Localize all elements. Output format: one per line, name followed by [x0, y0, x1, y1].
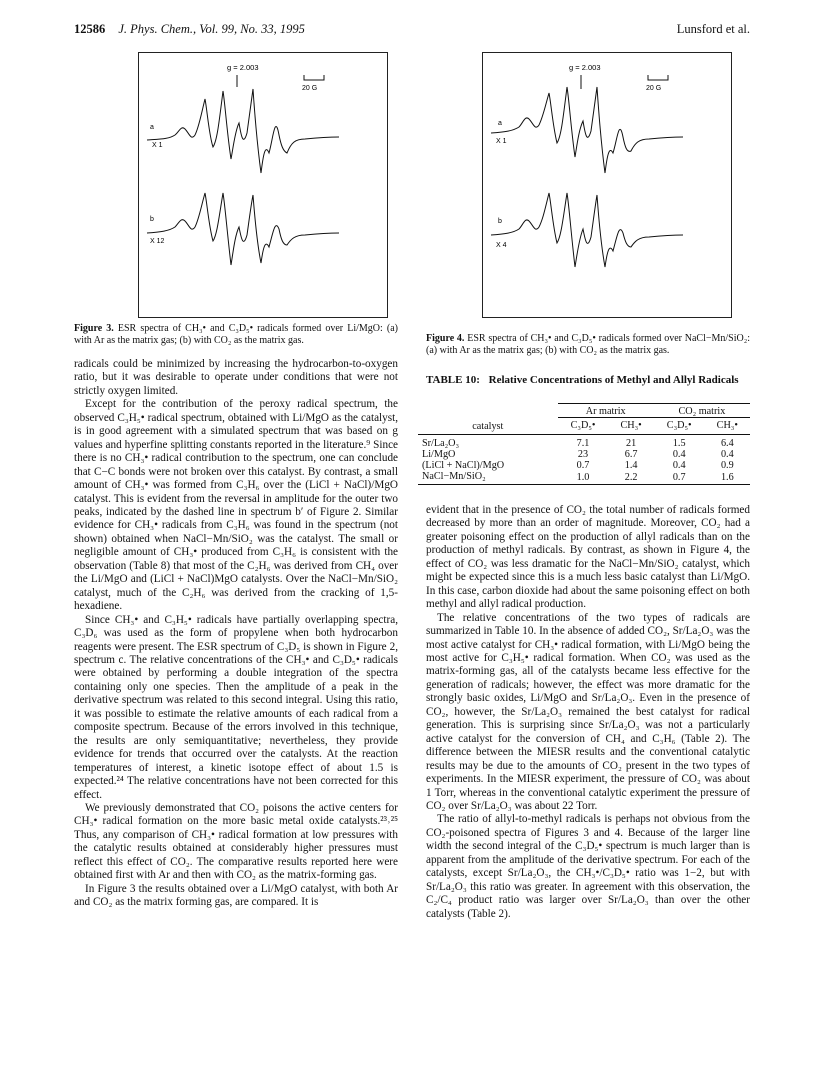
table-10-row [418, 460, 750, 471]
left-column-text [74, 358, 398, 910]
running-header [74, 22, 750, 38]
table-10-catalyst: NaCl−Mn/SiO₂ [418, 471, 558, 485]
table-10-cell: 1.4 [624, 459, 638, 471]
table-10-row [418, 434, 750, 449]
table-10-cell: 1.0 [558, 471, 609, 485]
figure-3-esr-spectra [139, 53, 387, 317]
fig3-scale-bar [304, 75, 324, 80]
paragraph: evident that in the presence of CO₂ the total number of radicals formed decreased by more than an order of magnitude. Moreover, CO₂ had a greater poisoning effect on the production of allyl radicals than on the production of methyl radicals. By contrast, as shown in Figure 4, the effect of CO₂ was less dramatic for the NaCl−Mn/SiO₂ catalyst, which might be expected since this is a much less basic catalyst than Li/MgO. In this case, carbon dioxide had about the same poisoning effect on both methyl and allyl radical production. [426, 504, 750, 611]
right-column-text [426, 504, 750, 921]
table-10-cell: 6.7 [624, 448, 638, 460]
fig4-trace-a [491, 87, 683, 173]
paragraph: In Figure 3 the results obtained over a Li/MgO catalyst, with both Ar and CO₂ as the matrix forming gas, are compared. It is [74, 882, 398, 909]
table-10-label: TABLE 10: [426, 374, 480, 386]
figure-3-caption-label: Figure 3. [74, 323, 114, 334]
table-10-title [426, 374, 750, 387]
paragraph: Except for the contribution of the peroxy radical spectrum, the observed C₃H₅• radical spectrum, obtained with Li/MgO as the catalyst, is in good agreement with a simulated spectrum that was based on g values and hyperfine splitting constants reported in the literature.⁹ Since there is no CH₃• radical contribution to the spectrum, one can conclude that C−C bonds were not broken over this catalyst. By contrast, a small amount of CH₃• was formed from C₃H₆ over the (LiCl + NaCl)/MgO catalyst. This is evident from the reversal in amplitude for the outer two peaks, indicated by the dashed line in spectrum b′ of Figure 2. Similar evidence for CH₃• radicals from C₃H₆ was found in the spectrum (not shown) obtained when NaCl−Mn/SiO₂ was the catalyst. The small or negligible amount of CH₃• produced from C₃H₆ is consistent with the observation (Table 8) that most of the C₂H₆ was derived from CH₄ over the Li/MgO and (LiCl + NaCl)MgO catalysts. Over the NaCl−Mn/SiO₂ catalyst, much of the C₂H₆ was derived from the cracking of 1,5-hexadiene. [74, 398, 398, 613]
fig4-scale-label: 20 G [646, 85, 662, 92]
figure-4-esr-spectra [483, 53, 731, 317]
fig3-trace-a-label: a [150, 124, 154, 131]
figure-4-caption-text: ESR spectra of CH₃• and C₃D₅• radicals formed over NaCl−Mn/SiO₂: (a) with Ar as the matrix gas; (b) with CO₂ as the matrix gas. [426, 333, 750, 356]
table-10-col-co2-ch3: CH₃• [705, 418, 750, 435]
table-10-row [418, 471, 750, 485]
table-10-col-catalyst: catalyst [418, 418, 558, 435]
paragraph: radicals could be minimized by increasing the hydrocarbon-to-oxygen ratio, but it was desirable to operate under conditions that were not strictly oxygen limited. [74, 358, 398, 397]
table-10-cell: 0.4 [672, 459, 686, 471]
table-10-group-ar: Ar matrix [558, 404, 654, 418]
fig3-trace-b-mult: X 12 [150, 238, 165, 245]
table-10-title-text: Relative Concentrations of Methyl and Allyl Radicals [488, 374, 739, 386]
fig4-trace-a-mult: X 1 [496, 138, 507, 145]
table-10-header-row [418, 418, 750, 435]
table-10-cell: 0.7 [576, 459, 590, 471]
table-10-cell: 1.6 [705, 471, 750, 485]
table-10-col-co2-c3d5: C₃D₅• [654, 418, 705, 435]
paragraph: We previously demonstrated that CO₂ poisons the active centers for CH₃• radical formation on the more basic metal oxide catalysts.²³˒²⁵ Thus, any comparison of CH₃• radical formation at low pressures with the catalytic results obtained at considerably higher pressures must reflect this effect of CO₂. The comparative results reported here were obtained first with Ar and then with CO₂ as the matrix-forming gas. [74, 801, 398, 882]
fig4-trace-a-label: a [498, 120, 502, 127]
table-10-catalyst: Li/MgO [422, 448, 456, 460]
table-10-cell: 2.2 [608, 471, 653, 485]
page-number: 12586 [74, 22, 106, 36]
paragraph: The relative concentrations of the two types of radicals are summarized in Table 10. In the absence of added CO₂, Sr/La₂O₃ was the most active catalyst for CH₃• radical formation, with Li/MgO being the most active for C₃H₅• radical formation. When CO₂ was used as the matrix-forming gas, all of the catalysts became less effective for the generation of radicals; however, the effect was more dramatic for the strongly basic oxides, Li/MgO and Sr/La₂O₃. Even in the presence of CO₂, however, the Sr/La₂O₃ remained the best catalyst for radical generation. This is surprising since Sr/La₂O₃ was not a particularly active catalyst for the conversion of CH₄ and C₃H₆ (Table 2). The difference between the MIESR results and the conventional catalytic results may be due to the amounts of CO₂ present in the two types of experiments. In the MIESR experiment, the pressure of CO₂ was about 1 Torr, whereas in the conventional catalytic experiment the pressure of CO₂ over Sr/La₂O₃ was about 22 Torr. [426, 611, 750, 812]
table-10-cell: 0.4 [720, 448, 734, 460]
figure-3-caption-text: ESR spectra of CH₃• and C₃D₅• radicals formed over Li/MgO: (a) with Ar as the matrix gas; (b) with CO₂ as the matrix gas. [74, 323, 399, 346]
table-10-cell: 21 [626, 437, 637, 449]
table-10-cell: 1.5 [672, 437, 686, 449]
table-10-col-ar-c3d5: C₃D₅• [558, 418, 609, 435]
fig4-trace-b-mult: X 4 [496, 242, 507, 249]
figure-4 [482, 52, 732, 318]
table-10-group-header [418, 404, 750, 418]
table-10-group-co2: CO₂ matrix [654, 404, 750, 418]
table-10 [418, 403, 750, 485]
journal-citation: J. Phys. Chem., Vol. 99, No. 33, 1995 [118, 22, 305, 36]
fig3-scale-label: 20 G [302, 85, 318, 92]
table-10-cell: 0.9 [720, 459, 734, 471]
fig4-trace-b [491, 193, 683, 267]
table-10-cell: 0.4 [672, 448, 686, 460]
fig4-scale-bar [648, 75, 668, 80]
table-10-cell: 7.1 [576, 437, 590, 449]
paragraph: Since CH₃• and C₃H₅• radicals have partially overlapping spectra, C₃D₆ was used as the form of propylene when both hydrocarbon reagents were present. The ESR spectrum of C₃D₅ is shown in Figure 2, spectrum c. The relative concentrations of the CH₃• and C₃D₅• radicals were obtained by performing a double integration of the spectra containing only one species. Then the amplitude of a peak in the derivative spectrum was related to this second integral. Using this ratio, it was possible to estimate the relative amounts of each radical from a composite spectrum. Because of the errors involved in this technique, the results are only semiquantitative; nevertheless, they provide evidence for trends that occurred over the catalysts. At the reaction temperatures of interest, a kinetic isotope effect of about 1.5 is expected.²⁴ The relative concentrations have not been corrected for this effect. [74, 613, 398, 801]
fig3-trace-b-label: b [150, 216, 154, 223]
fig3-trace-b [147, 193, 339, 265]
running-authors: Lunsford et al. [676, 22, 750, 36]
figure-4-caption-label: Figure 4. [426, 333, 465, 344]
fig3-trace-a [147, 89, 339, 173]
table-10-catalyst: (LiCl + NaCl)/MgO [422, 459, 505, 471]
table-10-cell: 6.4 [720, 437, 734, 449]
figure-3 [138, 52, 388, 318]
fig4-g-label: g = 2.003 [569, 63, 601, 72]
table-10-cell: 23 [577, 448, 589, 460]
table-10-row [418, 449, 750, 460]
figure-4-caption [426, 333, 750, 357]
table-10-col-ar-ch3: CH₃• [608, 418, 653, 435]
fig3-g-label: g = 2.003 [227, 63, 259, 72]
table-10-cell: 0.7 [654, 471, 705, 485]
fig4-trace-b-label: b [498, 218, 502, 225]
table-10-catalyst: Sr/La₂O₃ [422, 437, 460, 449]
figure-3-caption [74, 323, 398, 347]
paragraph: The ratio of allyl-to-methyl radicals is perhaps not obvious from the CO₂-poisoned spectra of Figures 3 and 4. Because of the larger line width the second integral of the C₃D₅• spectrum is much larger than is apparent from the amplitude of the derivative spectrum. For each of the catalysts, except Sr/La₂O₃, the CH₃•/C₃D₅• ratio was 1−2, but with Sr/La₂O₃ this ratio was greater. In agreement with this observation, the C₂/C₄ product ratio was larger over Sr/La₂O₃ than over the other catalysts (Table 2). [426, 813, 750, 920]
fig3-trace-a-mult: X 1 [152, 142, 163, 149]
